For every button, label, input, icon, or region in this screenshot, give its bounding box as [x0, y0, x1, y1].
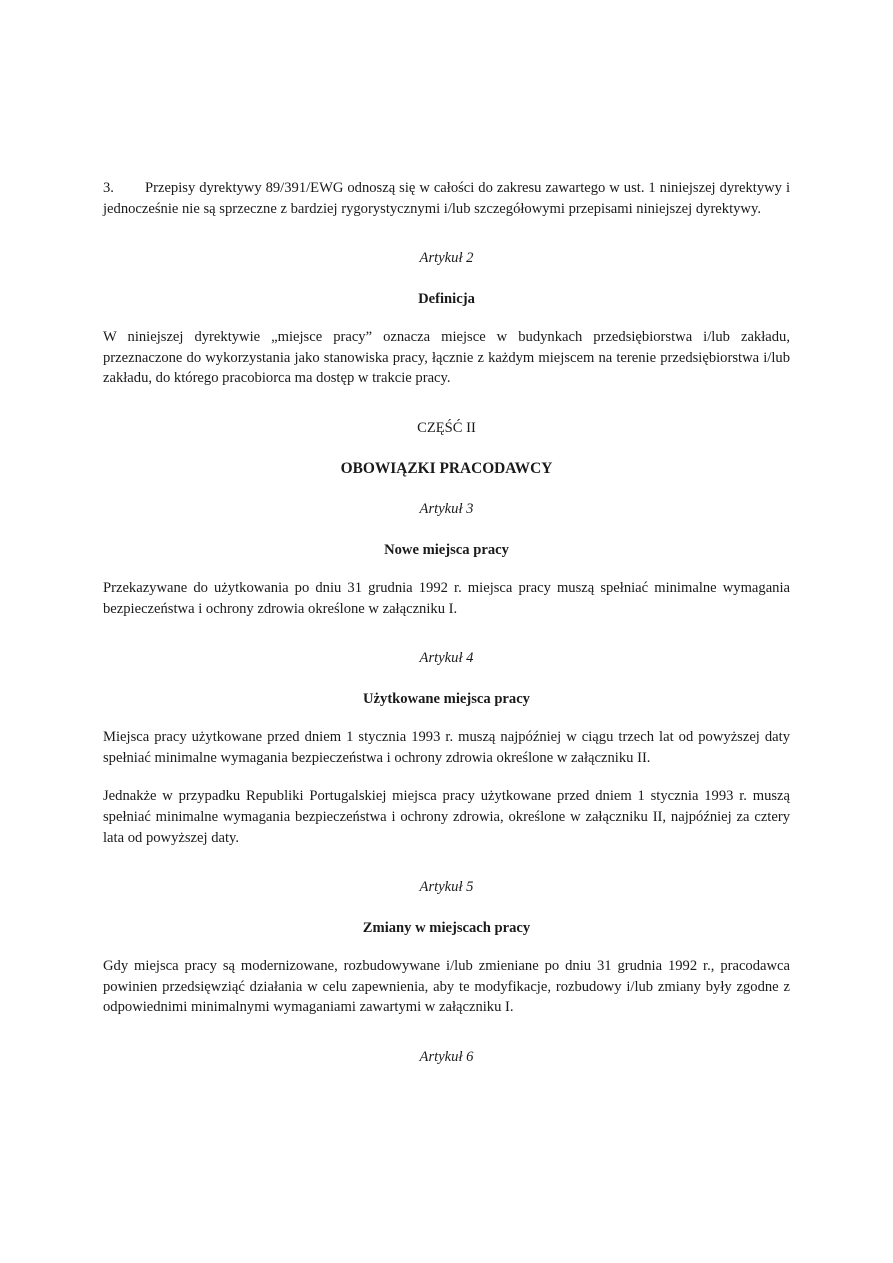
paragraph-number: 3. — [103, 180, 114, 196]
article-4-text-1: Miejsca pracy użytkowane przed dniem 1 stycznia 1993 r. muszą najpóźniej w ciągu trzech lat od powyższej daty spełniać minimalne wymagania bezpieczeństwa i ochrony zdrowia określone w załączniku II. — [103, 729, 790, 766]
article-3-text: Przekazywane do użytkowania po dniu 31 grudnia 1992 r. miejsca pracy muszą spełniać minimalne wymagania bezpieczeństwa i ochrony zdrowia określone w załączniku I. — [103, 579, 790, 617]
article-3-label: Artykuł 3 — [419, 500, 474, 517]
document-page — [103, 178, 790, 1067]
article-2-label: Artykuł 2 — [419, 250, 474, 267]
article-4-label: Artykuł 4 — [419, 650, 474, 667]
article-5-title: Zmiany w miejscach pracy — [362, 920, 531, 937]
article-6-label: Artykuł 6 — [419, 1048, 474, 1065]
article-5-text: Gdy miejsca pracy są modernizowane, rozbudowywane i/lub zmieniane po dniu 31 grudnia 1992 r., pracodawca powinien przedsięwziąć działania w celu zapewnienia, aby te modyfikacje, rozbudowy i/lub zmiany były zgodne z odpowiednimi minimalnymi wymaganiami zawartymi w załączniku I. — [103, 958, 790, 1016]
article-3-title: Nowe miejsca pracy — [384, 541, 509, 558]
article-4-text-2: Jednakże w przypadku Republiki Portugalskiej miejsca pracy użytkowane przed dniem 1 stycznia 1993 r. muszą spełniać minimalne wymagania bezpieczeństwa i ochrony zdrowia, określone w załączniku II, najpóźniej za cztery lata od powyższej daty. — [103, 788, 790, 846]
paragraph-text: Przepisy dyrektywy 89/391/EWG odnoszą się w całości do zakresu zawartego w ust. 1 niniejszej dyrektywy i jednocześnie nie są sprzeczne z bardziej rygorystycznymi i/lub szczegółowymi przepisami niniejszej dyrektywy. — [103, 180, 790, 217]
part-2-label: CZĘŚĆ II — [417, 419, 476, 436]
part-2-title: OBOWIĄZKI PRACODAWCY — [340, 459, 553, 477]
article-5-label: Artykuł 5 — [419, 879, 474, 896]
article-2-title: Definicja — [418, 291, 475, 308]
article-4-title: Użytkowane miejsca pracy — [363, 691, 530, 708]
article-2-text: W niniejszej dyrektywie „miejsce pracy” oznacza miejsce w budynkach przedsiębiorstwa i/lub zakładu, przeznaczone do wykorzystania jako stanowiska pracy, łącznie z każdym miejscem na terenie przedsiębiorstwa i/lub zakładu, do którego pracobiorca ma dostęp w trakcie pracy. — [103, 329, 790, 387]
paragraph-art1-3 — [103, 178, 790, 219]
